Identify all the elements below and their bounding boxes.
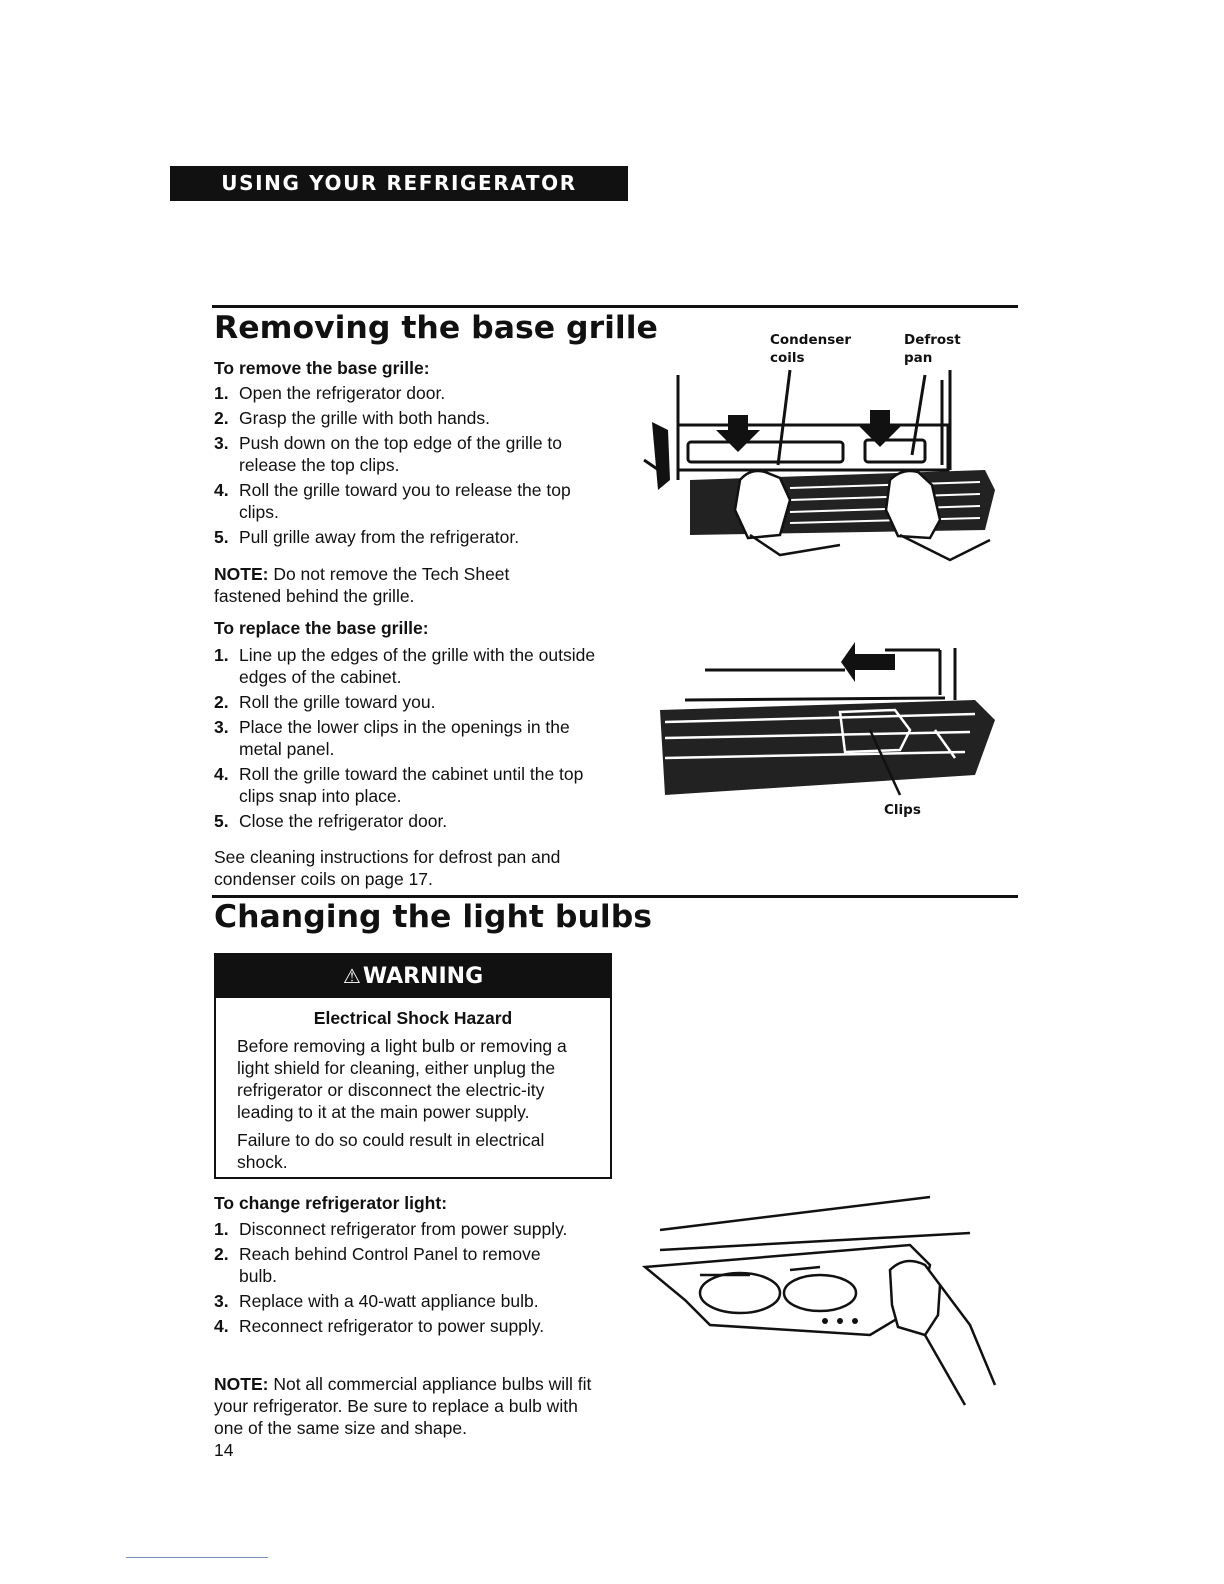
replace-grille-steps <box>214 644 604 835</box>
label-line: Condenser <box>770 332 852 348</box>
section-title-light-bulbs: Changing the light bulbs <box>214 899 652 935</box>
step-text: Pull grille away from the refrigerator. <box>239 527 520 547</box>
list-item <box>214 526 614 548</box>
label-line: pan <box>904 350 933 366</box>
warning-label: WARNING <box>362 964 484 989</box>
replace-grille-heading: To replace the base grille: <box>214 618 429 638</box>
warning-triangle-icon: ⚠ <box>342 964 361 988</box>
note-label: NOTE: <box>214 1374 269 1394</box>
note-label: NOTE: <box>214 564 269 584</box>
list-item <box>214 382 614 404</box>
step-number: 2. <box>214 1244 229 1264</box>
section-banner: USING YOUR REFRIGERATOR <box>170 166 628 201</box>
grille-replacement-illustration <box>655 640 1005 810</box>
step-text: Close the refrigerator door. <box>239 811 448 831</box>
step-number: 1. <box>214 1219 229 1239</box>
list-item <box>214 407 614 429</box>
grille-removal-illustration <box>640 360 1010 570</box>
step-number: 2. <box>214 692 229 712</box>
step-text: Roll the grille toward you. <box>239 692 436 712</box>
step-number: 3. <box>214 433 229 453</box>
label-line: coils <box>770 350 805 366</box>
note-text: Not all commercial appliance bulbs will fit your refrigerator. Be sure to replace a bulb with one of the same size and shape. <box>214 1374 592 1438</box>
page-number: 14 <box>214 1440 234 1460</box>
bulb-note <box>214 1373 594 1439</box>
list-item <box>214 479 614 523</box>
step-text: Place the lower clips in the openings in the metal panel. <box>239 717 570 759</box>
step-number: 3. <box>214 717 229 737</box>
list-item <box>214 763 604 807</box>
step-number: 5. <box>214 811 229 831</box>
hazard-title: Electrical Shock Hazard <box>313 1008 513 1028</box>
list-item <box>214 1290 574 1312</box>
step-number: 4. <box>214 480 229 500</box>
step-number: 4. <box>214 1316 229 1336</box>
step-text: Grasp the grille with both hands. <box>239 408 490 428</box>
step-number: 5. <box>214 527 229 547</box>
step-text: Roll the grille toward the cabinet until the top clips snap into place. <box>239 764 584 806</box>
section-divider <box>212 305 1018 308</box>
step-text: Open the refrigerator door. <box>239 383 446 403</box>
step-number: 1. <box>214 645 229 665</box>
list-item <box>214 716 604 760</box>
list-item <box>214 810 604 832</box>
section-title-base-grille: Removing the base grille <box>214 310 658 346</box>
footer-line <box>126 1557 268 1558</box>
step-text: Replace with a 40-watt appliance bulb. <box>239 1291 539 1311</box>
warning-paragraph: Failure to do so could result in electrical shock. <box>237 1130 545 1172</box>
list-item <box>214 1243 574 1287</box>
clips-label: Clips <box>884 802 921 818</box>
step-number: 2. <box>214 408 229 428</box>
warning-body <box>237 1035 592 1179</box>
list-item <box>214 1315 574 1337</box>
step-number: 1. <box>214 383 229 403</box>
list-item <box>214 691 604 713</box>
remove-grille-steps <box>214 382 614 551</box>
list-item <box>214 644 604 688</box>
step-text: Disconnect refrigerator from power supply. <box>239 1219 568 1239</box>
change-light-heading: To change refrigerator light: <box>214 1193 448 1213</box>
list-item <box>214 432 614 476</box>
step-number: 4. <box>214 764 229 784</box>
change-light-steps <box>214 1218 574 1340</box>
step-number: 3. <box>214 1291 229 1311</box>
step-text: Reach behind Control Panel to remove bulb. <box>239 1244 541 1286</box>
step-text: Push down on the top edge of the grille to release the top clips. <box>239 433 563 475</box>
warning-paragraph: Before removing a light bulb or removing a light shield for cleaning, either unplug the refrigerator or disconnect the electric-ity leading to it at the main power supply. <box>237 1036 567 1122</box>
tech-sheet-note <box>214 563 564 607</box>
step-text: Line up the edges of the grille with the outside edges of the cabinet. <box>239 645 596 687</box>
remove-grille-heading: To remove the base grille: <box>214 358 430 378</box>
light-bulb-illustration <box>640 1195 1010 1410</box>
step-text: Reconnect refrigerator to power supply. <box>239 1316 545 1336</box>
cleaning-reference: See cleaning instructions for defrost pan and condenser coils on page 17. <box>214 847 561 889</box>
list-item <box>214 1218 574 1240</box>
label-line: Defrost <box>904 332 961 348</box>
warning-box <box>214 953 612 1179</box>
section-divider <box>212 895 1018 898</box>
warning-header <box>216 955 610 998</box>
note-text: Do not remove the Tech Sheet fastened behind the grille. <box>214 564 510 606</box>
step-text: Roll the grille toward you to release the top clips. <box>239 480 571 522</box>
